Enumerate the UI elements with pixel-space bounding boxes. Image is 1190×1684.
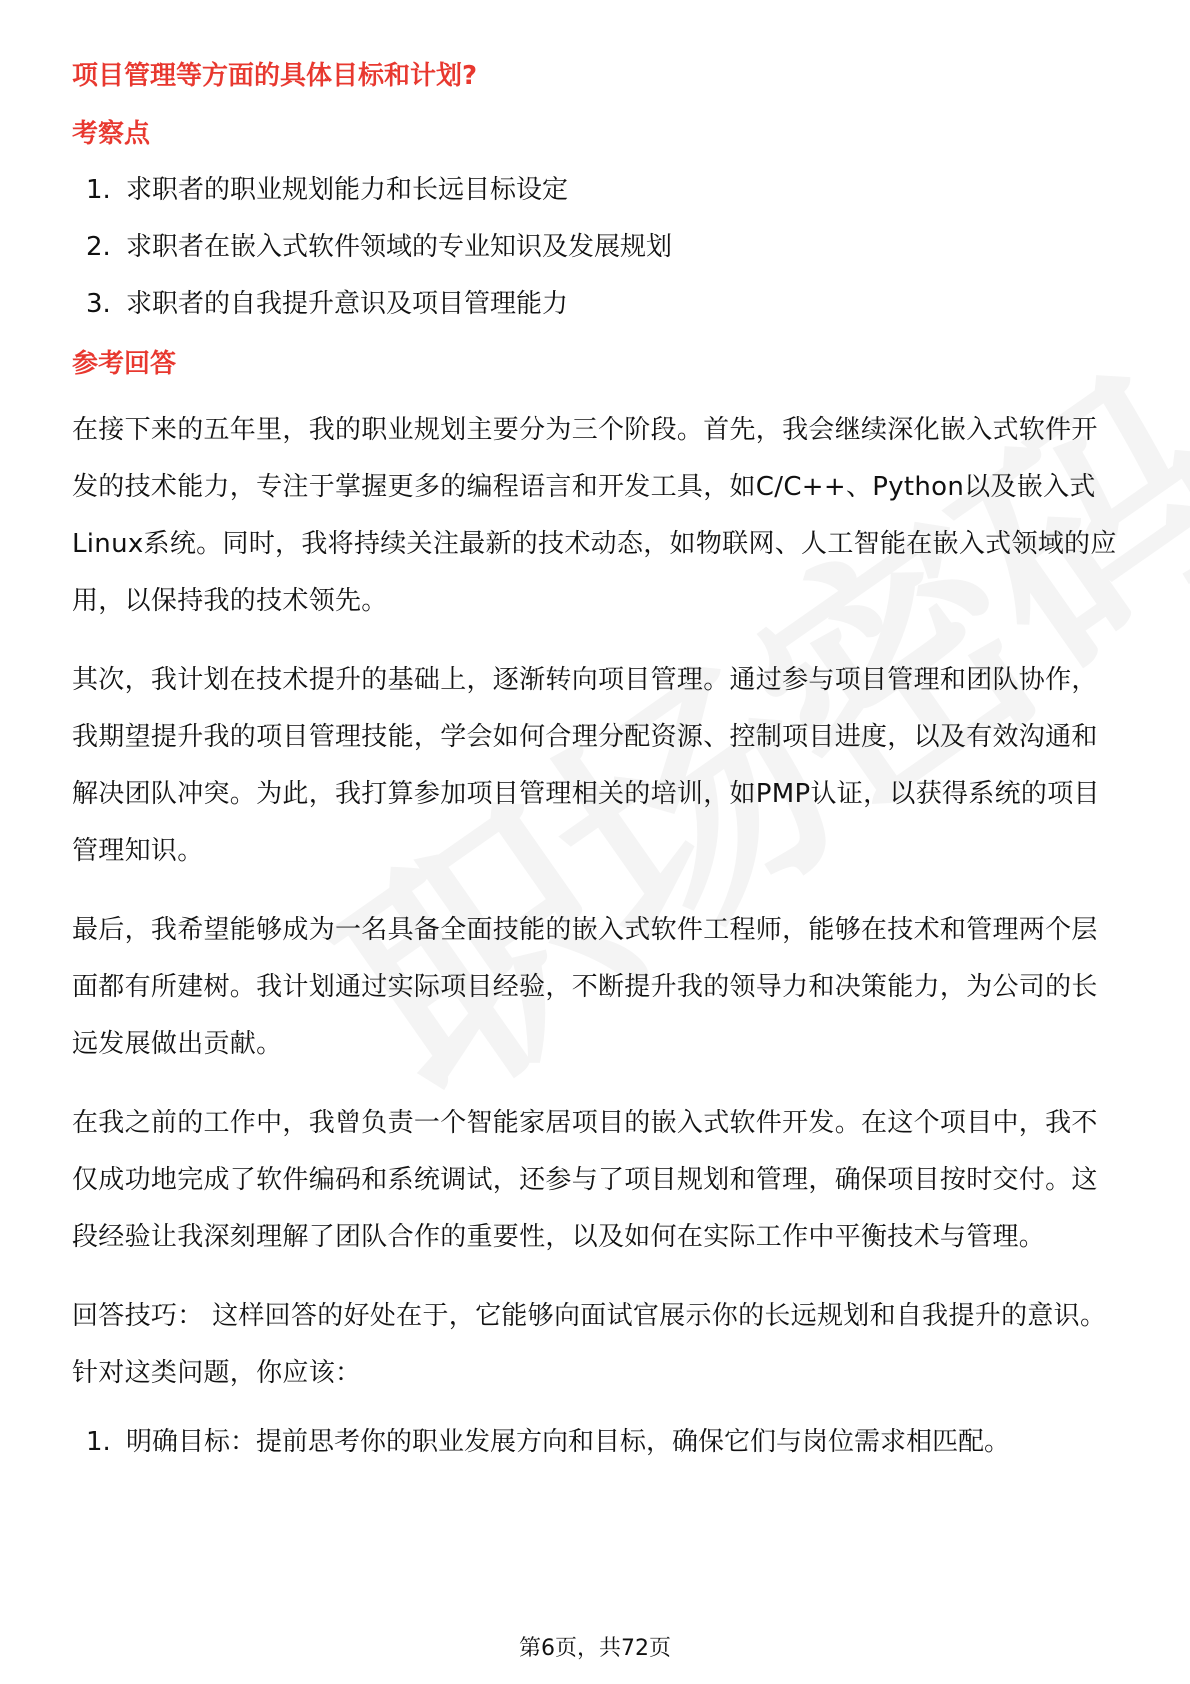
answer-paragraph: 其次，我计划在技术提升的基础上，逐渐转向项目管理。通过参与项目管理和团队协作，我期望提升我的项目管理技能，学会如何合理分配资源、控制项目进度，以及有效沟通和解决团队冲突。为此，我打算参加项目管理相关的培训，如PMP认证，以获得系统的项目管理知识。 xyxy=(72,665,1100,866)
page-content xyxy=(72,58,1122,1484)
answer-paragraph: 在接下来的五年里，我的职业规划主要分为三个阶段。首先，我会继续深化嵌入式软件开发的技术能力，专注于掌握更多的编程语言和开发工具，如C/C++、Python以及嵌入式Linux系统。同时，我将持续关注最新的技术动态，如物联网、人工智能在嵌入式领域的应用，以保持我的技术领先。 xyxy=(72,415,1117,616)
tips-list xyxy=(72,1424,1122,1460)
list-item xyxy=(86,286,1122,322)
list-item-text: 求职者的自我提升意识及项目管理能力 xyxy=(126,289,569,319)
points-list xyxy=(72,172,1122,322)
list-item xyxy=(86,172,1122,208)
list-item-number: 1. xyxy=(86,1427,111,1457)
list-item-text: 求职者的职业规划能力和长远目标设定 xyxy=(126,175,569,205)
list-item xyxy=(86,1424,1122,1460)
answer-paragraph: 最后，我希望能够成为一名具备全面技能的嵌入式软件工程师，能够在技术和管理两个层面都有所建树。我计划通过实际项目经验，不断提升我的领导力和决策能力，为公司的长远发展做出贡献。 xyxy=(72,915,1098,1059)
list-item-number: 2. xyxy=(86,232,111,262)
page-title: 项目管理等方面的具体目标和计划? xyxy=(72,61,478,91)
section-heading-answer: 参考回答 xyxy=(72,349,177,379)
answer-tips-paragraph: 回答技巧： 这样回答的好处在于，它能够向面试官展示你的长远规划和自我提升的意识。针对这类问题，你应该： xyxy=(72,1301,1107,1388)
list-item-text: 明确目标：提前思考你的职业发展方向和目标，确保它们与岗位需求相匹配。 xyxy=(126,1427,1011,1457)
section-heading-points: 考察点 xyxy=(72,119,151,149)
list-item-number: 1. xyxy=(86,175,111,205)
page-footer: 第6页，共72页 xyxy=(519,1636,671,1661)
list-item-text: 求职者在嵌入式软件领域的专业知识及发展规划 xyxy=(126,232,673,262)
answer-paragraph: 在我之前的工作中，我曾负责一个智能家居项目的嵌入式软件开发。在这个项目中，我不仅成功地完成了软件编码和系统调试，还参与了项目规划和管理，确保项目按时交付。这段经验让我深刻理解了团队合作的重要性，以及如何在实际工作中平衡技术与管理。 xyxy=(72,1108,1098,1252)
list-item xyxy=(86,229,1122,265)
list-item-number: 3. xyxy=(86,289,111,319)
